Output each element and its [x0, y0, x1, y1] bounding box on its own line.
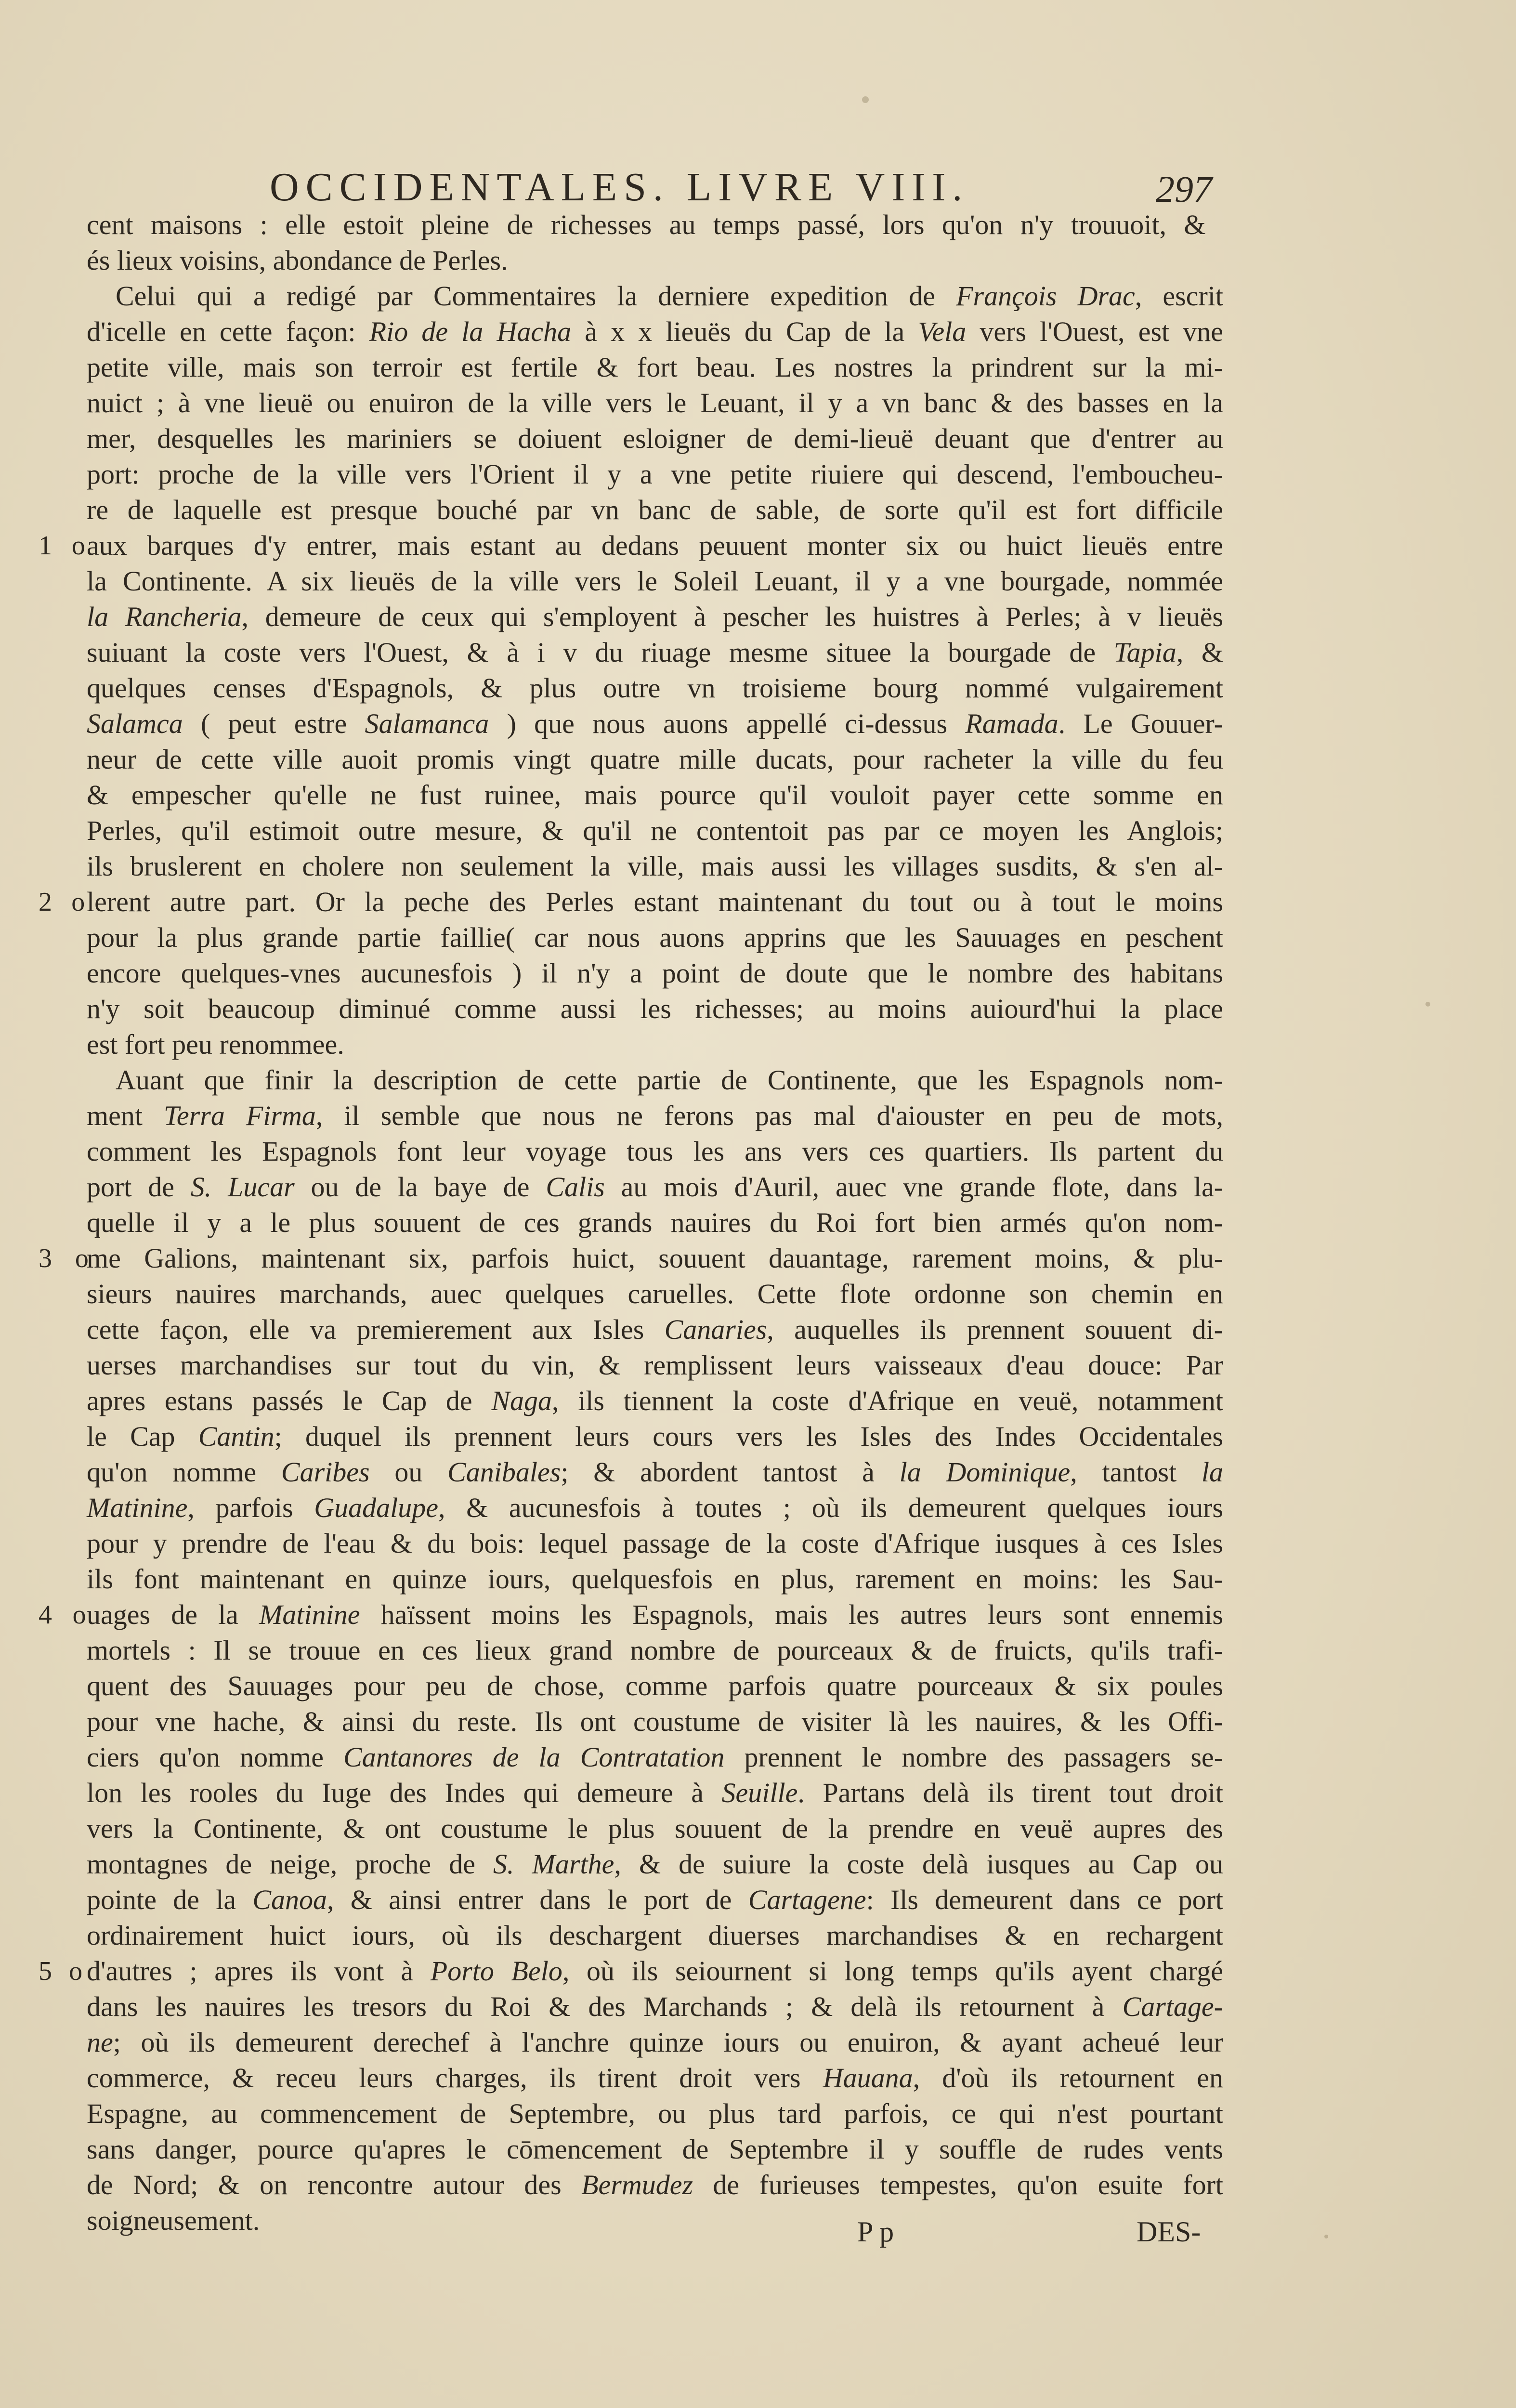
- text-run: , escrit: [1135, 280, 1223, 312]
- text-line: [87, 849, 1223, 884]
- italic-text: S. Marthe: [493, 1848, 614, 1880]
- text-run: , d'où ils retournent en: [913, 2062, 1224, 2094]
- text-run: ; où ils demeurent derechef à l'anchre quinze iours ou enuiron, & ayant acheué leur: [113, 2027, 1223, 2058]
- text-line: [87, 1918, 1223, 1953]
- line-number: 4 o: [39, 1600, 86, 1630]
- text-line: [87, 813, 1223, 849]
- text-run: la Continente. A six lieuës de la ville vers le Soleil Leuant, il y a vne bourgade, nommée: [87, 565, 1223, 597]
- text-line: [87, 207, 1223, 243]
- text-line: [87, 1668, 1223, 1704]
- italic-text: Calis: [546, 1171, 605, 1203]
- text-line: [87, 1419, 1223, 1454]
- italic-text: Bermudez: [581, 2169, 693, 2200]
- text-run: Espagne, au commencement de Septembre, ou plus tard parfois, ce qui n'est pourtant: [87, 2098, 1223, 2129]
- ink-spot: [1324, 2235, 1328, 2238]
- text-run: és lieux voisins, abondance de Perles.: [87, 245, 508, 276]
- text-line: [87, 1062, 1223, 1098]
- text-line: [87, 1134, 1223, 1169]
- page-number: 297: [1156, 168, 1212, 210]
- text-run: , où ils seiournent si long temps qu'ils ayent chargé: [562, 1955, 1223, 1987]
- text-run: aux barques d'y entrer, mais estant au dedans peuuent monter six ou huict lieuës entre: [87, 530, 1223, 561]
- text-run: ) que nous auons appellé ci-dessus: [489, 708, 966, 739]
- italic-text: François Drac: [956, 280, 1135, 312]
- text-run: vers la Continente, & ont coustume le plus souuent de la prendre en veuë aupres des: [87, 1813, 1223, 1844]
- text-line: [87, 2132, 1223, 2167]
- text-line: [87, 1454, 1223, 1490]
- text-run: pour la plus grande partie faillie( car nous auons apprins que les Sauuages en peschent: [87, 922, 1223, 953]
- text-line: [87, 1098, 1223, 1134]
- text-run: Celui qui a redigé par Commentaires la derniere expedition de: [116, 280, 956, 312]
- text-run: ils font maintenant en quinze iours, quelquesfois en plus, rarement en moins: les Sau-: [87, 1563, 1223, 1595]
- italic-text: Porto Belo: [430, 1955, 562, 1987]
- text-run: haïssent moins les Espagnols, mais les autres leurs sont ennemis: [360, 1599, 1223, 1630]
- text-line: [87, 421, 1223, 457]
- text-run: ( peut estre: [183, 708, 365, 739]
- text-line: [87, 955, 1223, 991]
- text-run: de Nord; & on rencontre autour des: [87, 2169, 582, 2200]
- text-run: pour y prendre de l'eau & du bois: lequel passage de la coste d'Afrique iusques à ces Isles: [87, 1528, 1223, 1559]
- text-run: montagnes de neige, proche de: [87, 1848, 494, 1880]
- text-line: [87, 350, 1223, 385]
- text-line: [87, 314, 1223, 350]
- italic-text: Canaries: [664, 1314, 767, 1345]
- text-run: le Cap: [87, 1421, 198, 1452]
- body-text: [39, 207, 1224, 2238]
- text-run: Auant que finir la description de cette partie de Continente, que les Espagnols nom-: [116, 1064, 1223, 1096]
- text-line: [87, 706, 1223, 742]
- text-run: mer, desquelles les mariniers se doiuent esloigner de demi-lieuë deuant que d'entrer au: [87, 423, 1223, 454]
- text-line: [87, 1775, 1223, 1811]
- text-run: port de: [87, 1171, 191, 1203]
- text-run: dans les nauires les tresors du Roi & des Marchands ; & delà ils retournent à: [87, 1991, 1123, 2022]
- ink-spot: [862, 96, 869, 103]
- text-line: [87, 1989, 1223, 2025]
- text-run: comment les Espagnols font leur voyage tous les ans vers ces quartiers. Ils partent du: [87, 1136, 1223, 1167]
- italic-text: Cantanores de la Contratation: [343, 1741, 725, 1773]
- text-line: [87, 599, 1223, 635]
- text-run: ordinairement huict iours, où ils deschargent diuerses marchandises & en rechargent: [87, 1920, 1223, 1951]
- italic-text: Salamca: [87, 708, 183, 739]
- catchword: DES-: [1137, 2216, 1201, 2248]
- text-line: [87, 243, 1223, 278]
- text-line: [87, 1526, 1223, 1561]
- line-number: 3 o: [39, 1243, 89, 1273]
- text-line: [87, 1633, 1223, 1668]
- text-line: [87, 2060, 1223, 2096]
- text-run: , demeure de ceux qui s'employent à pescher les huistres à Perles; à v lieuës: [241, 601, 1224, 632]
- italic-text: Caribes: [281, 1456, 370, 1488]
- text-run: me Galions, maintenant six, parfois huict, souuent dauantage, rarement moins, & plu-: [87, 1243, 1223, 1274]
- line-number: 2 o: [39, 887, 85, 917]
- text-run: de furieuses tempestes, qu'on esuite fort: [693, 2169, 1223, 2200]
- text-run: quent des Sauuages pour peu de chose, comme parfois quatre pourceaux & six poules: [87, 1670, 1223, 1701]
- text-run: à x x lieuës du Cap de la: [571, 316, 918, 347]
- italic-text: Matinine: [259, 1599, 360, 1630]
- text-line: [87, 385, 1223, 421]
- text-run: d'autres ; apres ils vont à: [87, 1955, 431, 1987]
- text-run: uerses marchandises sur tout du vin, & remplissent leurs vaisseaux d'eau douce: Par: [87, 1349, 1223, 1381]
- text-line: [87, 920, 1223, 955]
- text-line: [87, 742, 1223, 777]
- text-run: est fort peu renommee.: [87, 1029, 344, 1060]
- text-run: port: proche de la ville vers l'Orient il y a vne petite riuiere qui descend, l'emboucheu-: [87, 458, 1223, 490]
- text-line: [87, 1383, 1223, 1419]
- italic-text: la Dominique: [899, 1456, 1071, 1488]
- text-run: , &: [1176, 637, 1223, 668]
- text-run: apres estans passés le Cap de: [87, 1385, 492, 1416]
- text-run: d'icelle en cette façon:: [87, 316, 369, 347]
- text-line: [87, 1027, 1223, 1062]
- text-run: petite ville, mais son terroir est fertile & fort beau. Les nostres la prindrent sur la mi-: [87, 352, 1223, 383]
- text-run: , tantost: [1070, 1456, 1202, 1488]
- text-run: pointe de la: [87, 1884, 253, 1915]
- text-run: ciers qu'on nomme: [87, 1741, 344, 1773]
- text-line: [87, 2167, 1223, 2203]
- text-line: [87, 492, 1223, 528]
- text-line: [87, 1811, 1223, 1846]
- text-line: [87, 670, 1223, 706]
- italic-text: Cartagene: [748, 1884, 866, 1915]
- text-run: vers l'Ouest, est vne: [966, 316, 1224, 347]
- text-run: , & aucunesfois à toutes ; où ils demeurent quelques iours: [438, 1492, 1224, 1523]
- text-line: [87, 1561, 1223, 1597]
- italic-text: Naga: [491, 1385, 552, 1416]
- text-run: quelle il y a le plus souuent de ces grands nauires du Roi fort bien armés qu'on nom-: [87, 1207, 1223, 1238]
- text-run: , & ainsi entrer dans le port de: [327, 1884, 748, 1915]
- text-run: sieurs nauires marchands, auec quelques caruelles. Cette flote ordonne son chemin en: [87, 1278, 1223, 1309]
- text-run: uages de la: [87, 1599, 260, 1630]
- italic-text: Vela: [918, 316, 967, 347]
- text-line: [87, 1205, 1223, 1241]
- text-line: [87, 1704, 1223, 1740]
- text-run: nuict ; à vne lieuë ou enuiron de la ville vers le Leuant, il y a vn banc & des basses en la: [87, 387, 1223, 419]
- italic-text: Matinine: [87, 1492, 188, 1523]
- signature-mark: P p: [857, 2216, 894, 2248]
- italic-text: S. Lucar: [190, 1171, 295, 1203]
- text-line: [87, 2096, 1223, 2132]
- ink-spot: [1425, 1002, 1430, 1007]
- text-run: neur de cette ville auoit promis vingt quatre mille ducats, pour racheter la ville du feu: [87, 744, 1223, 775]
- text-run: cette façon, elle va premierement aux Isles: [87, 1314, 665, 1345]
- text-run: ; & abordent tantost à: [561, 1456, 900, 1488]
- text-line: [39, 528, 1223, 563]
- italic-text: Hauana: [823, 2062, 913, 2094]
- text-run: sans danger, pource qu'apres le cōmencement de Septembre il y souffle de rudes vents: [87, 2133, 1223, 2165]
- line-number: 5 o: [39, 1956, 83, 1986]
- text-run: , ils tiennent la coste d'Afrique en veuë, notamment: [552, 1385, 1223, 1416]
- text-line: [87, 563, 1223, 599]
- text-line: [87, 635, 1223, 670]
- page-footer: [87, 2215, 1223, 2254]
- text-run: commerce, & receu leurs charges, ils tirent droit vers: [87, 2062, 823, 2094]
- italic-text: Salamanca: [365, 708, 489, 739]
- text-run: , auquelles ils prennent souuent di-: [767, 1314, 1223, 1345]
- text-line: [87, 457, 1223, 492]
- text-run: suiuant la coste vers l'Ouest, & à i v du riuage mesme situee la bourgade de: [87, 637, 1114, 668]
- text-run: pour vne hache, & ainsi du reste. Ils ont coustume de visiter là les nauires, & les Offi-: [87, 1706, 1223, 1737]
- text-line: [39, 1241, 1223, 1276]
- italic-text: Canoa: [252, 1884, 327, 1915]
- text-run: ; duquel ils prennent leurs cours vers les Isles des Indes Occidentales: [274, 1421, 1223, 1452]
- text-run: . Le Gouuer-: [1058, 708, 1223, 739]
- text-line: [87, 2025, 1223, 2060]
- text-line: [87, 1846, 1223, 1882]
- italic-text: Canibales: [447, 1456, 561, 1488]
- text-run: ils bruslerent en cholere non seulement la ville, mais aussi les villages susdits, & s'en al-: [87, 851, 1223, 882]
- text-line: [87, 1276, 1223, 1312]
- text-run: mortels : Il se trouue en ces lieux grand nombre de pourceaux & de fruicts, qu'ils trafi-: [87, 1635, 1223, 1666]
- text-run: , & de suiure la coste delà iusques au Cap ou: [614, 1848, 1223, 1880]
- text-line: [87, 1348, 1223, 1383]
- italic-text: Seuille: [721, 1777, 798, 1808]
- text-run: soigneusement.: [87, 2205, 260, 2236]
- text-run: ou de la baye de: [294, 1171, 546, 1203]
- text-run: prennent le nombre des passagers se-: [724, 1741, 1223, 1773]
- text-line: [39, 1953, 1223, 1989]
- text-line: [39, 1597, 1223, 1633]
- running-title: OCCIDENTALES. LIVRE VIII.: [270, 165, 969, 209]
- text-run: : Ils demeurent dans ce port: [866, 1884, 1223, 1915]
- italic-text: la: [1201, 1456, 1224, 1488]
- italic-text: Cantin: [198, 1421, 274, 1452]
- text-line: [87, 1882, 1223, 1918]
- text-line: [87, 991, 1223, 1027]
- text-line: [87, 278, 1223, 314]
- text-line: [87, 1169, 1223, 1205]
- text-line: [87, 1490, 1223, 1526]
- text-line: [87, 777, 1223, 813]
- text-run: Perles, qu'il estimoit outre mesure, & qu'il ne contentoit pas par ce moyen les Anglois;: [87, 815, 1223, 846]
- text-run: ment: [87, 1100, 164, 1131]
- italic-text: Tapia: [1113, 637, 1176, 668]
- text-run: lerent autre part. Or la peche des Perles estant maintenant du tout ou à tout le moins: [87, 886, 1223, 917]
- text-run: lon les rooles du Iuge des Indes qui demeure à: [87, 1777, 722, 1808]
- text-run: . Partans delà ils tirent tout droit: [797, 1777, 1223, 1808]
- text-run: quelques censes d'Espagnols, & plus outre vn troisieme bourg nommé vulgairement: [87, 672, 1223, 704]
- italic-text: Cartage-: [1122, 1991, 1223, 2022]
- text-line: [87, 1312, 1223, 1348]
- text-run: n'y soit beaucoup diminué comme aussi les richesses; au moins auiourd'hui la place: [87, 993, 1223, 1024]
- italic-text: la Rancheria: [87, 601, 242, 632]
- line-number: 1 o: [39, 531, 85, 561]
- text-line: [87, 1740, 1223, 1775]
- text-run: & empescher qu'elle ne fust ruinee, mais pource qu'il vouloit payer cette somme en: [87, 779, 1223, 811]
- italic-text: Ramada: [965, 708, 1059, 739]
- italic-text: Guadalupe: [314, 1492, 439, 1523]
- text-run: re de laquelle est presque bouché par vn banc de sable, de sorte qu'il est fort difficile: [87, 494, 1223, 525]
- italic-text: ne: [87, 2027, 113, 2058]
- text-run: cent maisons : elle estoit pleine de richesses au temps passé, lors qu'on n'y trouuoit, &: [87, 209, 1223, 240]
- text-run: encore quelques-vnes aucunesfois ) il n'y a point de doute que le nombre des habitans: [87, 957, 1223, 989]
- text-run: , il semble que nous ne ferons pas mal d'aiouster en peu de mots,: [315, 1100, 1223, 1131]
- text-run: , parfois: [187, 1492, 314, 1523]
- text-line: [39, 884, 1223, 920]
- italic-text: Terra Firma: [164, 1100, 316, 1131]
- italic-text: Rio de la Hacha: [369, 316, 572, 347]
- text-run: au mois d'Auril, auec vne grande flote, dans la-: [604, 1171, 1223, 1203]
- text-run: qu'on nomme: [87, 1456, 281, 1488]
- text-run: ou: [369, 1456, 448, 1488]
